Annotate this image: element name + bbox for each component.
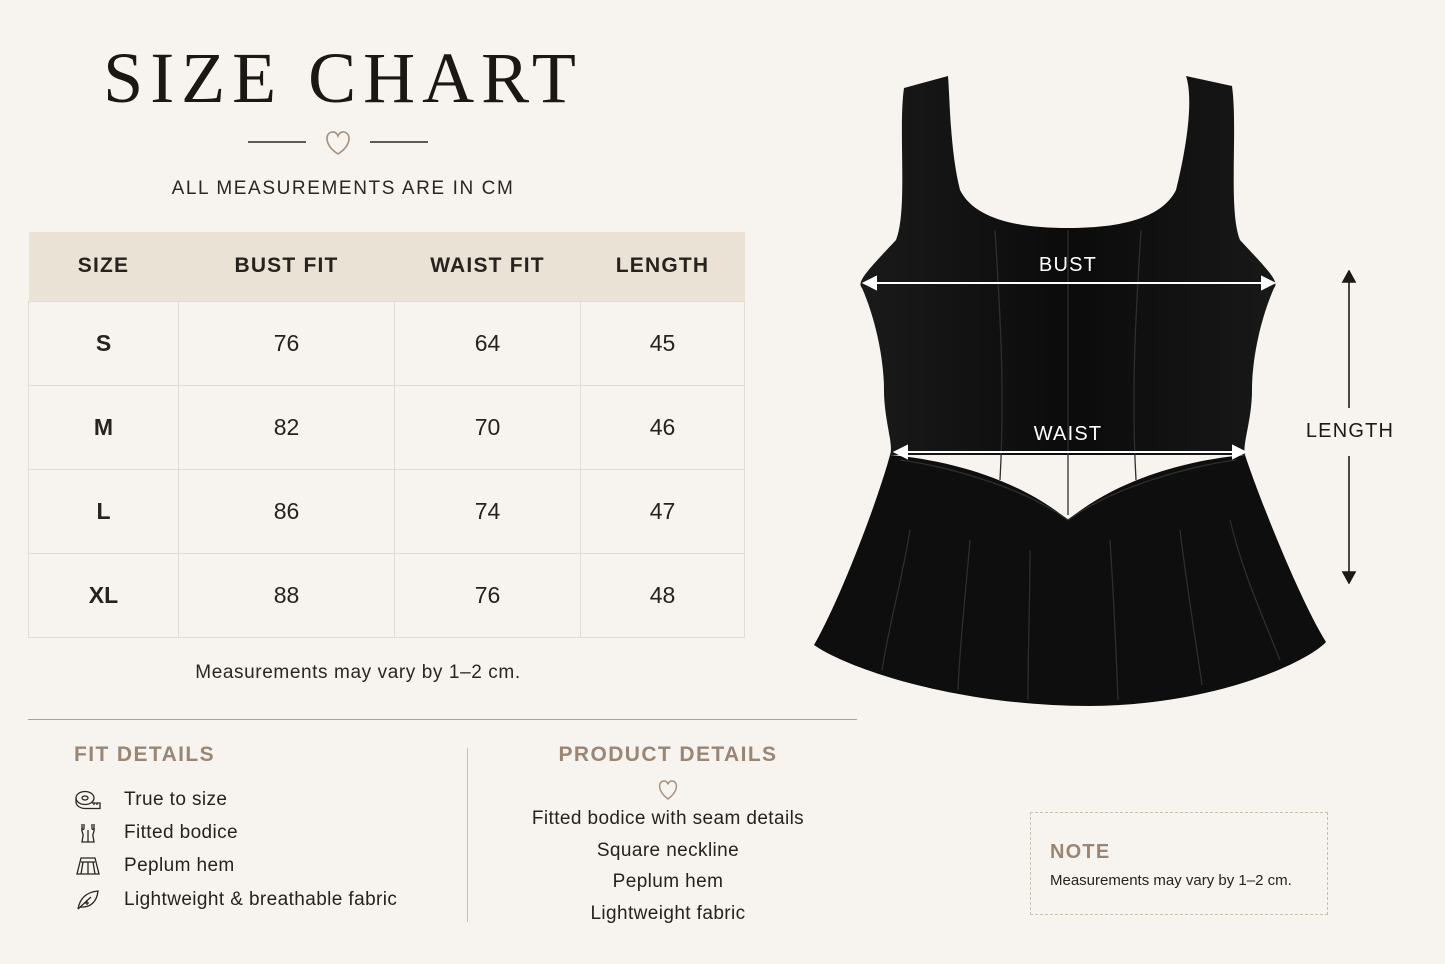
size-cell: S	[29, 301, 179, 385]
length-cell: 47	[581, 469, 745, 553]
heart-icon	[327, 132, 349, 154]
heart-icon	[656, 779, 680, 801]
product-details-list	[468, 803, 868, 930]
product-details-heading: PRODUCT DETAILS	[558, 743, 778, 766]
bust-cell: 86	[179, 469, 395, 553]
table-row	[29, 301, 745, 385]
list-item	[74, 816, 397, 849]
page-title: SIZE CHART	[103, 38, 583, 118]
table-row	[29, 469, 745, 553]
waist-cell: 64	[395, 301, 581, 385]
list-item	[74, 883, 397, 916]
bust-label: BUST	[1038, 254, 1098, 276]
column-header-waist: WAIST FIT	[395, 232, 581, 301]
table-row	[29, 553, 745, 637]
length-cell: 45	[581, 301, 745, 385]
size-cell: L	[29, 469, 179, 553]
note-text: Measurements may vary by 1–2 cm.	[1050, 872, 1292, 889]
fit-detail-label: Lightweight & breathable fabric	[124, 888, 398, 910]
heart-divider	[246, 124, 430, 160]
note-box	[1030, 812, 1328, 915]
bust-cell: 88	[179, 553, 395, 637]
table-row	[29, 385, 745, 469]
peplum-top-illustration	[790, 60, 1350, 720]
list-item	[74, 850, 397, 883]
list-item: Square neckline	[596, 839, 740, 861]
waist-cell: 74	[395, 469, 581, 553]
bodice-icon	[74, 820, 124, 846]
units-subtitle: ALL MEASUREMENTS ARE IN CM	[171, 178, 515, 199]
list-item	[74, 783, 397, 816]
size-cell: XL	[29, 553, 179, 637]
length-cell: 48	[581, 553, 745, 637]
size-table	[28, 232, 745, 638]
size-cell: M	[29, 385, 179, 469]
length-cell: 46	[581, 385, 745, 469]
tape-measure-icon	[74, 787, 124, 813]
column-header-bust: BUST FIT	[179, 232, 395, 301]
bust-cell: 76	[179, 301, 395, 385]
note-heading: NOTE	[1050, 841, 1111, 863]
garment-peplum	[814, 455, 1326, 706]
list-item: Peplum hem	[612, 871, 724, 893]
fit-details-list	[74, 783, 397, 916]
fit-detail-label: True to size	[124, 788, 228, 810]
bust-cell: 82	[179, 385, 395, 469]
list-item: Lightweight fabric	[590, 903, 746, 925]
measurement-footnote: Measurements may vary by 1–2 cm.	[195, 662, 521, 683]
table-header-row	[29, 232, 745, 301]
list-item: Fitted bodice with seam details	[531, 808, 805, 829]
leaf-icon	[74, 887, 124, 913]
waist-cell: 76	[395, 553, 581, 637]
fit-details-heading: FIT DETAILS	[74, 743, 216, 766]
column-header-size: SIZE	[29, 232, 179, 301]
waist-cell: 70	[395, 385, 581, 469]
column-header-length: LENGTH	[581, 232, 745, 301]
section-divider	[28, 719, 857, 720]
fit-detail-label: Peplum hem	[124, 855, 235, 877]
fit-detail-label: Fitted bodice	[124, 821, 238, 843]
peplum-skirt-icon	[74, 853, 124, 879]
waist-label: WAIST	[1033, 423, 1103, 445]
length-label: LENGTH	[1305, 420, 1395, 442]
